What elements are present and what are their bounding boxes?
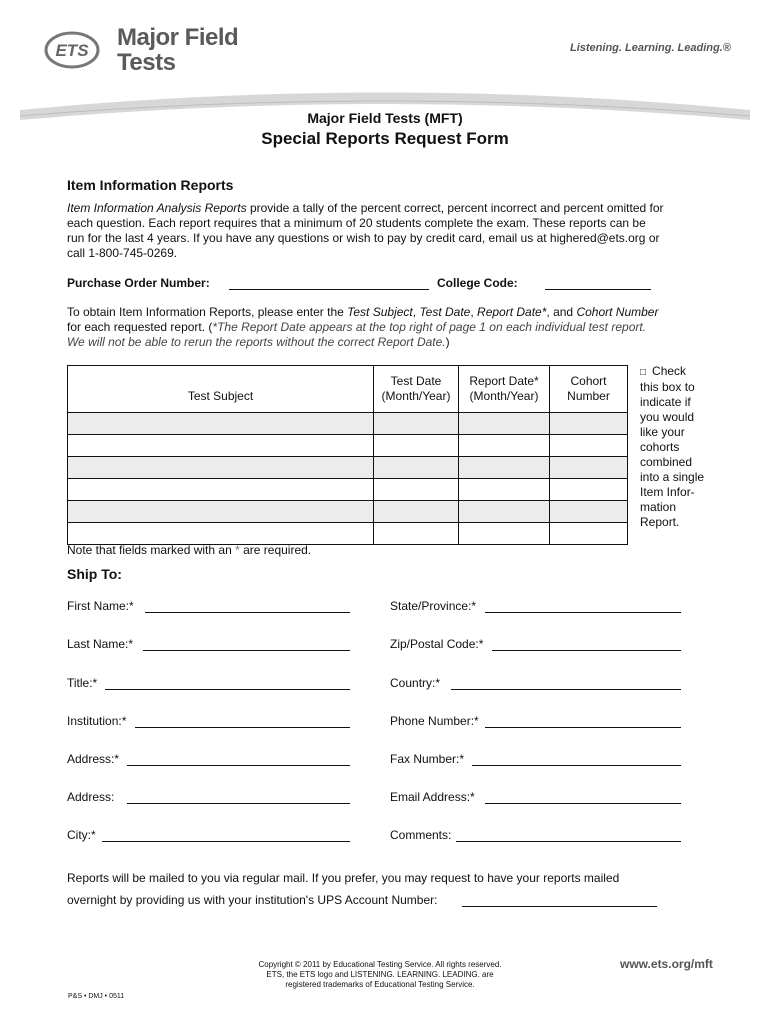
subject-cell[interactable] [68,501,374,523]
required-note-text: Note that fields marked with an [67,543,236,557]
report-date-cell[interactable] [459,501,550,523]
intro-line-4: call 1-800-745-0269. [67,246,178,260]
subject-cell[interactable] [68,413,374,435]
combine-cohorts-note [640,364,720,530]
cohort-cell[interactable] [550,479,628,501]
address-field[interactable] [127,765,350,766]
instructions [67,305,747,350]
title-field[interactable] [105,689,350,690]
email-label: Email Address:* [390,790,475,804]
copyright-line3: registered trademarks of Educational Testing Service. [285,980,475,989]
report-date-cell[interactable] [459,413,550,435]
cohort-cell[interactable] [550,435,628,457]
report-date-cell[interactable] [459,523,550,545]
state-label: State/Province:* [390,599,477,613]
instr-italic: Test Date [419,305,471,319]
institution-label: Institution:* [67,714,127,728]
report-date-cell[interactable] [459,435,550,457]
subject-cell[interactable] [68,523,374,545]
col-test-date-l1: Test Date [390,374,442,388]
note-line: you would [640,410,695,424]
phone-field[interactable] [485,727,681,728]
note-line: this box to [640,380,695,394]
footer-url: www.ets.org/mft [620,957,713,971]
item-info-intro [67,201,747,261]
intro-line-2: each question. Each report requires that a minimum of 20 students complete the exam. These reports can be [67,216,646,230]
title-label: Title:* [67,676,98,690]
zip-label: Zip/Postal Code:* [390,637,484,651]
instr-note: *The Report Date appears at the top right of page 1 on each individual test report. [212,320,647,334]
table-row [68,435,628,457]
city-label: City:* [67,828,96,842]
intro-rest: provide a tally of the percent correct, percent incorrect and percent omitted for [246,201,664,215]
report-request-table [67,365,628,545]
instr-text: , [412,305,420,319]
col-report-date-l1: Report Date* [469,374,539,388]
comments-label: Comments: [390,828,452,842]
table-header-row [68,366,628,413]
form-code: P&S • DMJ • 0511 [68,993,125,1000]
note-line: Item Infor- [640,485,695,499]
instr-text: To obtain Item Information Reports, please enter the [67,305,348,319]
brand-line-1: Major Field [117,24,239,51]
subject-cell[interactable] [68,479,374,501]
combine-cohorts-checkbox[interactable]: □ [640,367,647,378]
zip-field[interactable] [492,650,681,651]
instr-note: We will not be able to rerun the reports without the correct Report Date. [67,335,446,349]
test-date-cell[interactable] [374,413,459,435]
note-line: indicate if [640,395,691,409]
cohort-cell[interactable] [550,457,628,479]
state-field[interactable] [485,612,681,613]
col-test-date-l2: (Month/Year) [381,389,451,403]
mail-note-line1: Reports will be mailed to you via regular mail. If you prefer, you may request to have your reports mailed [67,871,620,885]
phone-label: Phone Number:* [390,714,479,728]
required-star: * [235,543,240,557]
item-info-heading: Item Information Reports [67,177,234,193]
subject-cell[interactable] [68,435,374,457]
instr-text: , and [546,305,577,319]
last-name-field[interactable] [143,650,350,651]
note-line: Check [652,364,687,378]
col-test-date [374,366,459,413]
subject-cell[interactable] [68,457,374,479]
col-test-subject: Test Subject [68,366,374,413]
college-code-field[interactable] [545,289,651,290]
intro-line-3: run for the last 4 years. If you have any questions or wish to pay by credit card, email us at highered@ets.org or [67,231,660,245]
email-field[interactable] [485,803,681,804]
col-report-date [459,366,550,413]
city-field[interactable] [102,841,350,842]
copyright-line2: ETS, the ETS logo and LISTENING. LEARNING. LEADING. are [266,970,494,979]
address2-field[interactable] [127,803,350,804]
table-row [68,479,628,501]
first-name-field[interactable] [145,612,350,613]
test-date-cell[interactable] [374,457,459,479]
country-field[interactable] [451,689,681,690]
report-date-cell[interactable] [459,479,550,501]
mail-note-line2: overnight by providing us with your institution's UPS Account Number: [67,893,438,907]
instr-text: ) [445,335,450,349]
test-date-cell[interactable] [374,435,459,457]
college-code-label: College Code: [437,276,518,290]
test-date-cell[interactable] [374,479,459,501]
intro-italic: Item Information Analysis Reports [67,201,247,215]
instr-italic: Report Date* [477,305,547,319]
instr-italic: Cohort Number [576,305,659,319]
col-cohort [550,366,628,413]
table-row [68,413,628,435]
country-label: Country:* [390,676,441,690]
col-cohort-l1: Cohort [570,374,607,388]
copyright [200,960,560,990]
col-cohort-l2: Number [567,389,610,403]
copyright-line1: Copyright © 2011 by Educational Testing Service. All rights reserved. [258,960,502,969]
brand-line-2: Tests [117,49,176,76]
address-label: Address:* [67,752,120,766]
table-row [68,457,628,479]
note-line: cohorts [640,440,680,454]
note-line: into a single [640,470,705,484]
note-line: mation [640,500,677,514]
fax-label: Fax Number:* [390,752,465,766]
ets-logo [44,30,100,70]
instr-text: , [470,305,478,319]
test-date-cell[interactable] [374,523,459,545]
form-title-line2: Special Reports Request Form [261,129,509,148]
instr-text: for each requested report. ( [67,320,213,334]
po-label: Purchase Order Number: [67,276,210,290]
cohort-cell[interactable] [550,523,628,545]
ups-account-field[interactable] [462,906,657,907]
comments-field[interactable] [456,841,681,842]
fax-field[interactable] [472,765,681,766]
test-date-cell[interactable] [374,501,459,523]
tagline: Listening. Learning. Leading.® [570,42,731,54]
required-note [67,543,311,558]
note-line: like your [640,425,685,439]
col-report-date-l2: (Month/Year) [469,389,539,403]
note-line: combined [640,455,693,469]
required-note-text: are required. [239,543,312,557]
instr-italic: Test Subject [347,305,413,319]
report-date-cell[interactable] [459,457,550,479]
table-row [68,523,628,545]
ets-logo-text: ETS [55,41,89,60]
ship-to-heading: Ship To: [67,566,122,582]
first-name-label: First Name:* [67,599,134,613]
po-number-field[interactable] [229,289,429,290]
note-line: Report. [640,515,680,529]
cohort-cell[interactable] [550,501,628,523]
form-title-line1: Major Field Tests (MFT) [307,110,463,126]
table-row [68,501,628,523]
institution-field[interactable] [135,727,350,728]
last-name-label: Last Name:* [67,637,134,651]
address2-label: Address: [67,790,115,804]
cohort-cell[interactable] [550,413,628,435]
